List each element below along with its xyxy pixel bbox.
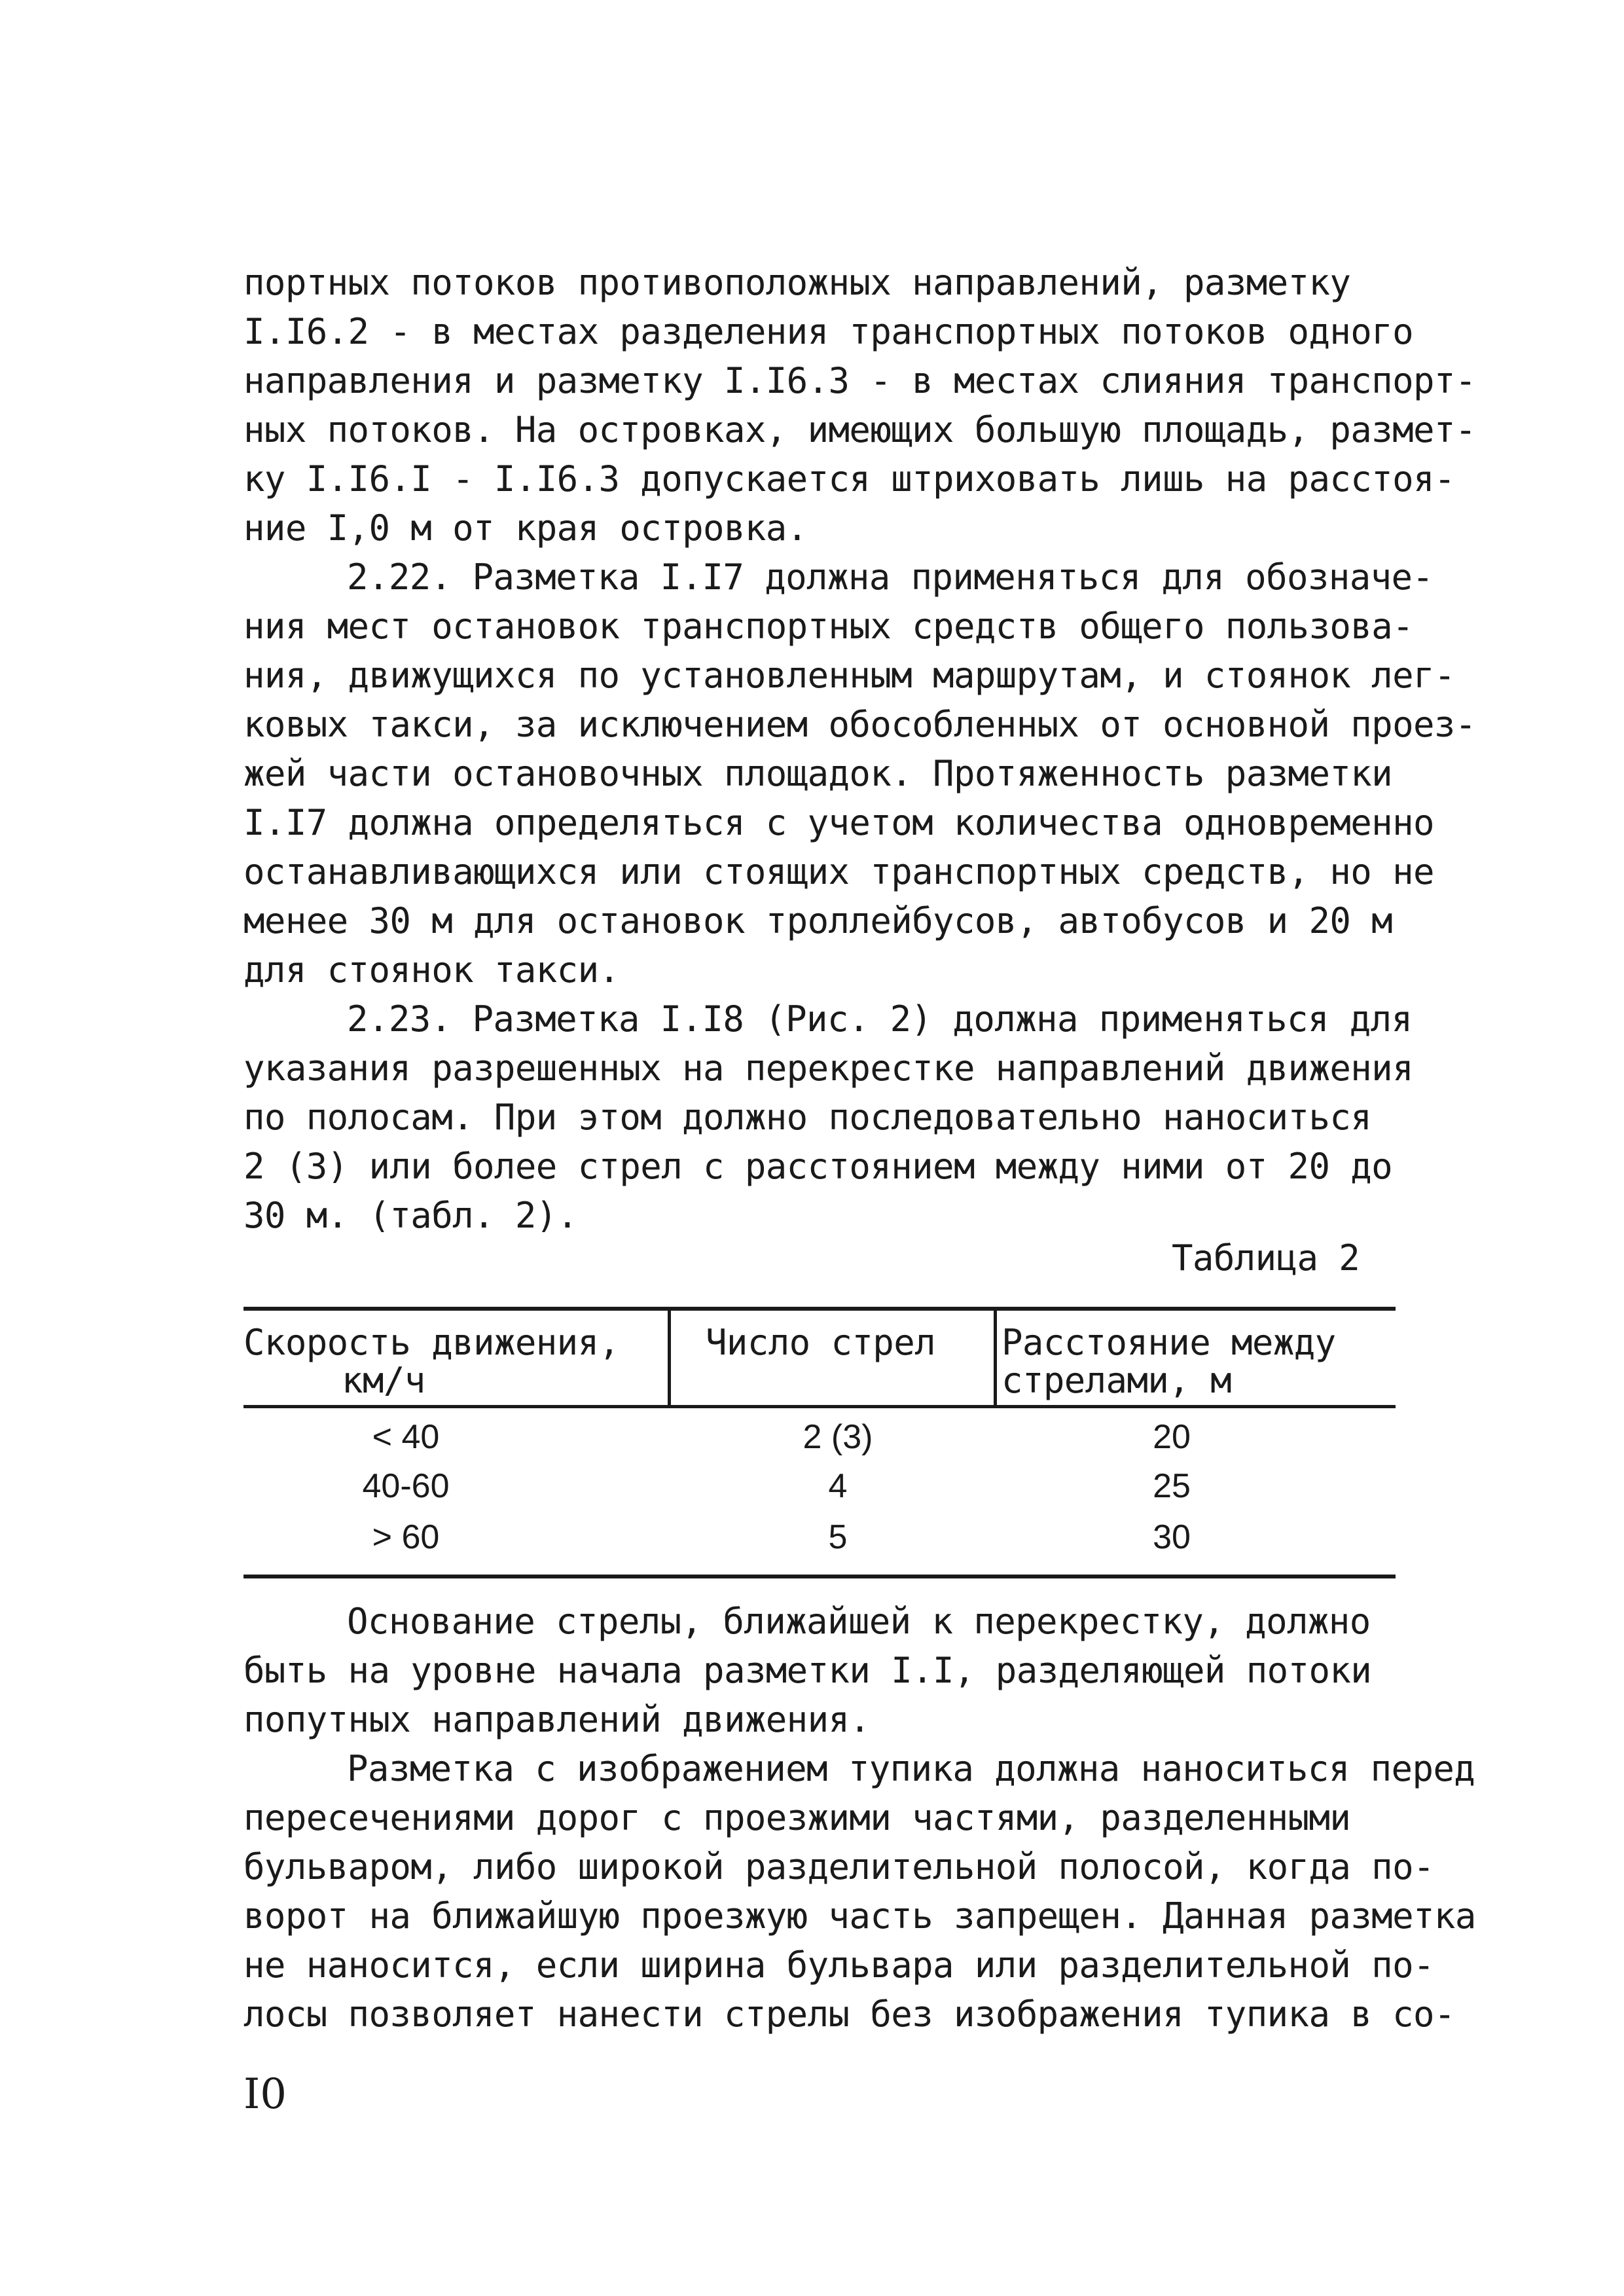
text-line: 2.22. Разметка I.I7 должна применяться для обозначе- bbox=[347, 556, 1434, 598]
text-line: быть на уровне начала разметки I.I, разделяющей потоки bbox=[244, 1650, 1372, 1691]
table-caption: Таблица 2 bbox=[1172, 1237, 1360, 1279]
table-header-rule bbox=[244, 1405, 1396, 1408]
text-line: ных потоков. На островках, имеющих большую площадь, размет- bbox=[244, 409, 1476, 450]
cell-distance: 20 bbox=[1153, 1418, 1191, 1456]
cell-arrows: 5 bbox=[828, 1518, 848, 1556]
table-top-rule bbox=[244, 1307, 1396, 1311]
text-line: Разметка с изображением тупика должна наноситься перед bbox=[347, 1748, 1475, 1789]
text-line: портных потоков противоположных направлений, разметку bbox=[244, 262, 1351, 303]
cell-speed: > 60 bbox=[372, 1518, 440, 1556]
text-line: Основание стрелы, ближайшей к перекрестку, должно bbox=[347, 1601, 1371, 1642]
text-line: лосы позволяет нанести стрелы без изображения тупика в со- bbox=[244, 1994, 1455, 2035]
table-column-divider bbox=[668, 1311, 671, 1408]
text-line: бульваром, либо широкой разделительной полосой, когда по- bbox=[244, 1846, 1434, 1887]
text-line: менее 30 м для остановок троллейбусов, автобусов и 20 м bbox=[244, 900, 1393, 941]
cell-distance: 25 bbox=[1153, 1467, 1191, 1505]
text-line: ния, движущихся по установленным маршрутам, и стоянок лег- bbox=[244, 655, 1455, 696]
text-line: ния мест остановок транспортных средств общего пользова- bbox=[244, 606, 1414, 647]
table-column-divider bbox=[994, 1311, 997, 1408]
text-line: указания разрешенных на перекрестке направлений движения bbox=[244, 1048, 1414, 1089]
text-line: останавливающихся или стоящих транспортных средств, но не bbox=[244, 851, 1434, 892]
page-number: I0 bbox=[244, 2070, 287, 2119]
header-distance-unit: стрелами, м bbox=[1001, 1360, 1232, 1401]
text-line: по полосам. При этом должно последовательно наноситься bbox=[244, 1097, 1372, 1138]
cell-speed: 40-60 bbox=[362, 1467, 450, 1505]
text-line: попутных направлений движения. bbox=[244, 1699, 871, 1740]
text-line: 2 (3) или более стрел с расстоянием между ними от 20 до bbox=[244, 1146, 1393, 1187]
text-line: 30 м. (табл. 2). bbox=[244, 1195, 578, 1236]
cell-arrows: 4 bbox=[828, 1467, 848, 1505]
cell-speed: < 40 bbox=[372, 1418, 440, 1456]
header-speed-unit: км/ч bbox=[342, 1360, 425, 1401]
cell-distance: 30 bbox=[1153, 1518, 1191, 1556]
header-speed: Скорость движения, bbox=[244, 1322, 620, 1363]
text-line: 2.23. Разметка I.I8 (Рис. 2) должна применяться для bbox=[347, 998, 1413, 1040]
text-line: ние I,0 м от края островка. bbox=[244, 507, 808, 549]
text-line: жей части остановочных площадок. Протяженность разметки bbox=[244, 753, 1393, 794]
text-line: не наносится, если ширина бульвара или разделительной по- bbox=[244, 1944, 1434, 1986]
text-line: ворот на ближайшую проезжую часть запрещен. Данная разметка bbox=[244, 1895, 1476, 1937]
header-distance: Расстояние между bbox=[1001, 1322, 1336, 1363]
text-line: для стоянок такси. bbox=[244, 949, 620, 991]
text-line: пересечениями дорог с проезжими частями, разделенными bbox=[244, 1797, 1351, 1838]
header-arrows: Число стрел bbox=[706, 1322, 936, 1363]
text-line: направления и разметку I.I6.3 - в местах слияния транспорт- bbox=[244, 360, 1476, 401]
text-line: I.I7 должна определяться с учетом количества одновременно bbox=[244, 802, 1434, 843]
text-line: ковых такси, за исключением обособленных от основной проез- bbox=[244, 704, 1476, 745]
text-line: ку I.I6.I - I.I6.3 допускается штриховать лишь на расстоя- bbox=[244, 458, 1455, 500]
text-line: I.I6.2 - в местах разделения транспортных потоков одного bbox=[244, 311, 1414, 352]
table-bottom-rule bbox=[244, 1575, 1396, 1578]
cell-arrows: 2 (3) bbox=[803, 1418, 873, 1456]
